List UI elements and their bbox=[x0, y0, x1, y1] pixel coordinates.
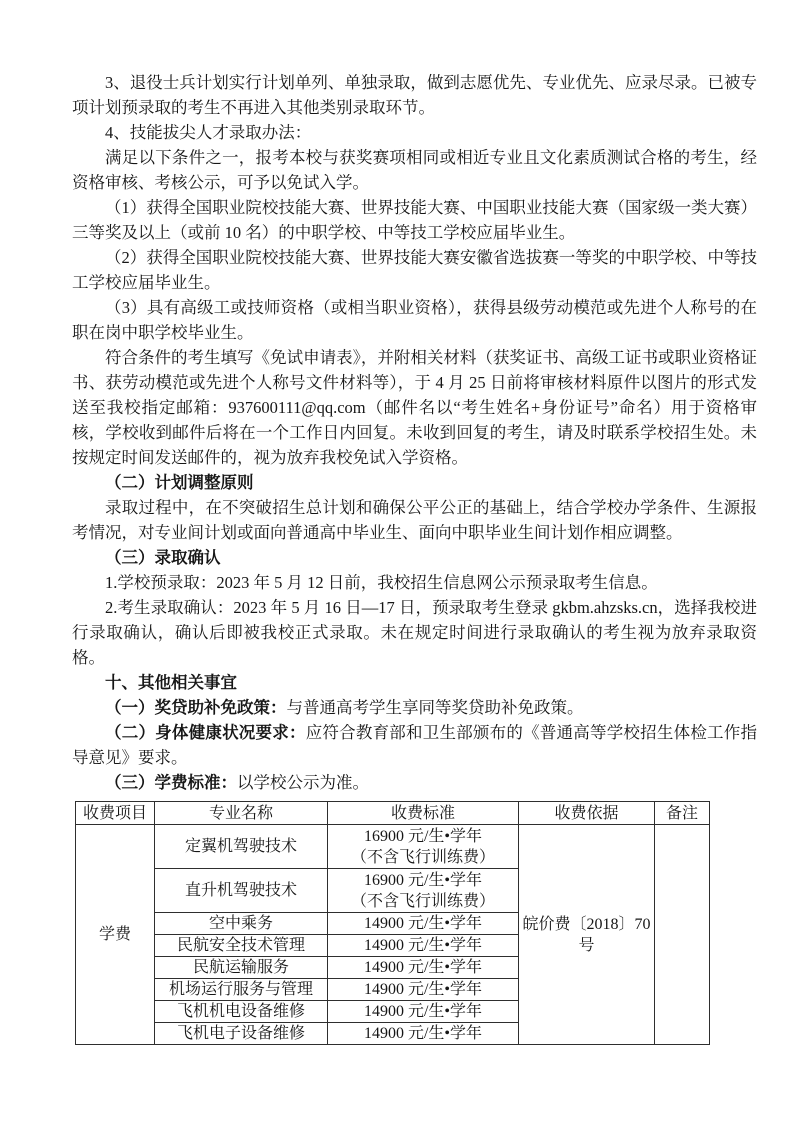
bold-text: （一）奖贷助补免政策： bbox=[105, 698, 287, 717]
document-body bbox=[72, 70, 757, 795]
paragraph bbox=[72, 70, 757, 120]
paragraph bbox=[72, 720, 757, 770]
fee-amount: 16900 元/生•学年 bbox=[363, 871, 483, 889]
bold-text: （二）计划调整原则 bbox=[105, 473, 254, 492]
column-header: 专业名称 bbox=[155, 802, 328, 825]
fee-standard-cell bbox=[328, 1001, 519, 1023]
fee-amount: 14900 元/生•学年 bbox=[363, 915, 483, 932]
body-text: 2.考生录取确认：2023 年 5 月 16 日—17 日，预录取考生登录 gkbm.ahzsks.cn，选择我校进行录取确认，确认后即被我校正式录取。未在规定时间进行录取确认的考生视为放弃录取资格。 bbox=[72, 598, 757, 667]
bold-text: （三）学费标准： bbox=[105, 773, 237, 792]
body-text: （1）获得全国职业院校技能大赛、世界技能大赛、中国职业技能大赛（国家级一类大赛）三等奖及以上（或前 10 名）的中职学校、中等技工学校应届毕业生。 bbox=[72, 198, 757, 242]
column-header: 收费标准 bbox=[328, 802, 519, 825]
major-name-cell: 飞机机电设备维修 bbox=[155, 1001, 328, 1023]
section-heading bbox=[72, 545, 757, 570]
fee-amount: 14900 元/生•学年 bbox=[363, 959, 483, 976]
fee-item-cell: 学费 bbox=[76, 825, 155, 1045]
fee-note: （不含飞行训练费） bbox=[350, 848, 495, 866]
paragraph bbox=[72, 695, 757, 720]
column-header: 收费依据 bbox=[519, 802, 655, 825]
fee-standard-cell bbox=[328, 935, 519, 957]
column-header: 收费项目 bbox=[76, 802, 155, 825]
fee-standard-cell bbox=[328, 913, 519, 935]
paragraph bbox=[72, 345, 757, 470]
remark-cell bbox=[655, 825, 710, 1045]
fee-amount: 14900 元/生•学年 bbox=[363, 1025, 483, 1042]
fee-standard-cell bbox=[328, 869, 519, 913]
fee-amount: 14900 元/生•学年 bbox=[363, 1003, 483, 1020]
body-text: 应符合教育部和卫生部颁布的《普通高等学校招生体检工作指导意见》要求。 bbox=[72, 723, 758, 767]
bold-text: 十、其他相关事宜 bbox=[105, 673, 237, 692]
major-name-cell: 飞机电子设备维修 bbox=[155, 1023, 328, 1045]
bold-text: （三）录取确认 bbox=[105, 548, 221, 567]
body-text: 录取过程中，在不突破招生总计划和确保公平公正的基础上，结合学校办学条件、生源报考情况，对专业间计划或面向普通高中毕业生、面向中职毕业生间计划作相应调整。 bbox=[72, 498, 757, 542]
paragraph bbox=[72, 245, 757, 295]
fee-standard-cell bbox=[328, 825, 519, 869]
body-text: 1.学校预录取：2023 年 5 月 12 日前，我校招生信息网公示预录取考生信息。 bbox=[105, 573, 658, 592]
paragraph bbox=[72, 595, 757, 670]
section-heading bbox=[72, 470, 757, 495]
column-header: 备注 bbox=[655, 802, 710, 825]
paragraph bbox=[72, 195, 757, 245]
tuition-fee-table bbox=[75, 801, 710, 1045]
major-name-cell: 民航安全技术管理 bbox=[155, 935, 328, 957]
major-name-cell: 定翼机驾驶技术 bbox=[155, 825, 328, 869]
section-heading bbox=[72, 670, 757, 695]
major-name-cell: 民航运输服务 bbox=[155, 957, 328, 979]
paragraph bbox=[72, 570, 757, 595]
paragraph bbox=[72, 120, 757, 145]
major-name-cell: 空中乘务 bbox=[155, 913, 328, 935]
fee-table-row bbox=[76, 825, 710, 869]
body-text: （2）获得全国职业院校技能大赛、世界技能大赛安徽省选拔赛一等奖的中职学校、中等技工学校应届毕业生。 bbox=[72, 248, 757, 292]
fee-standard-cell bbox=[328, 979, 519, 1001]
fee-table-header-row bbox=[76, 802, 710, 825]
major-name-cell: 机场运行服务与管理 bbox=[155, 979, 328, 1001]
fee-standard-cell bbox=[328, 957, 519, 979]
body-text: 以学校公示为准。 bbox=[237, 773, 369, 792]
body-text: 4、技能拔尖人才录取办法： bbox=[105, 123, 312, 142]
body-text: 符合条件的考生填写《免试申请表》，并附相关材料（获奖证书、高级工证书或职业资格证书、获劳动模范或先进个人称号文件材料等），于 4 月 25 日前将审核材料原件以图片的形式发送至我校指定邮箱：937600111@qq.com（邮件名以“考生姓名+身份证号”命名）用于资格审核，学校收到邮件后将在一个工作日内回复。未收到回复的考生，请及时联系学校招生处。未按规定时间发送邮件的，视为放弃我校免试入学资格。 bbox=[72, 348, 757, 467]
fee-amount: 16900 元/生•学年 bbox=[363, 827, 483, 845]
body-text: （3）具有高级工或技师资格（或相当职业资格），获得县级劳动模范或先进个人称号的在职在岗中职学校毕业生。 bbox=[72, 298, 757, 342]
fee-standard-cell bbox=[328, 1023, 519, 1045]
body-text: 满足以下条件之一，报考本校与获奖赛项相同或相近专业且文化素质测试合格的考生，经资格审核、考核公示，可予以免试入学。 bbox=[72, 148, 757, 192]
paragraph bbox=[72, 295, 757, 345]
fee-amount: 14900 元/生•学年 bbox=[363, 937, 483, 954]
paragraph bbox=[72, 495, 757, 545]
paragraph bbox=[72, 145, 757, 195]
paragraph bbox=[72, 770, 757, 795]
body-text: 与普通高考学生享同等奖贷助补免政策。 bbox=[286, 698, 584, 717]
body-text: 3、退役士兵计划实行计划单列、单独录取，做到志愿优先、专业优先、应录尽录。已被专项计划预录取的考生不再进入其他类别录取环节。 bbox=[72, 73, 757, 117]
bold-text: （二）身体健康状况要求： bbox=[105, 723, 306, 742]
fee-amount: 14900 元/生•学年 bbox=[363, 981, 483, 998]
fee-note: （不含飞行训练费） bbox=[350, 892, 495, 910]
fee-basis-cell: 皖价费〔2018〕70号 bbox=[519, 825, 655, 1045]
major-name-cell: 直升机驾驶技术 bbox=[155, 869, 328, 913]
